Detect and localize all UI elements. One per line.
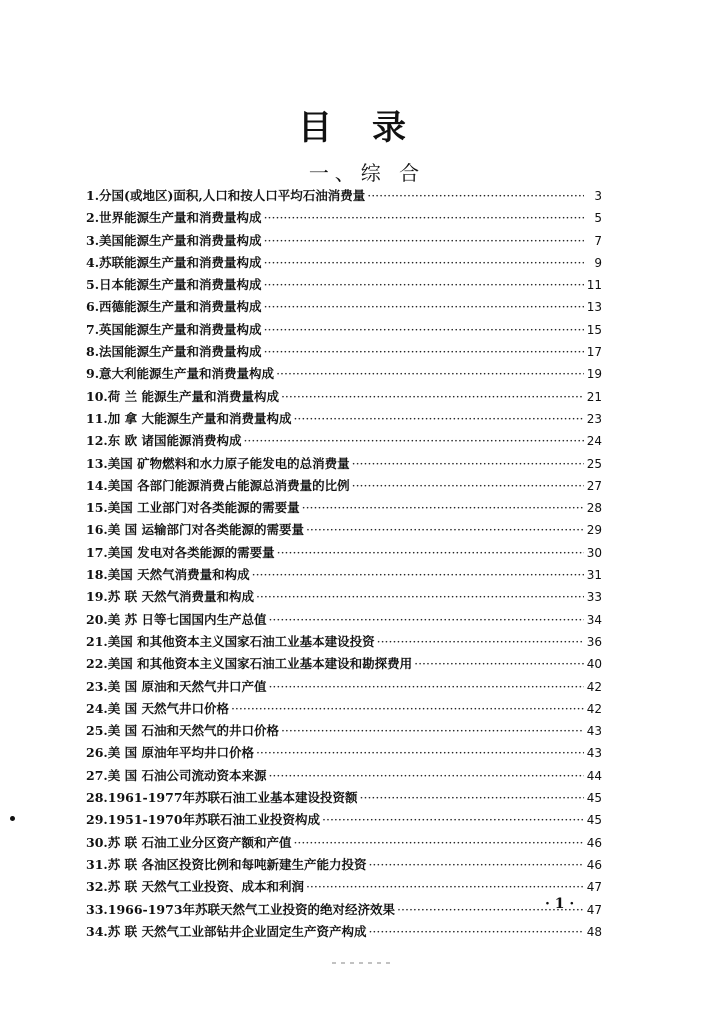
leader-dots (352, 456, 584, 471)
toc-entry-page: 33 (586, 590, 602, 605)
toc-entry (86, 253, 602, 275)
toc-entry-page: 42 (586, 679, 602, 694)
leader-dots (322, 812, 584, 827)
toc-entry (86, 766, 602, 788)
toc-entry-page: 5 (594, 211, 602, 226)
toc-entry-title: 11.加 拿 大能源生产量和消费量构成 (86, 410, 292, 426)
toc-entry (86, 476, 602, 498)
toc-entry-page: 23 (586, 411, 602, 426)
leader-dots (252, 567, 584, 582)
toc-entry-title: 24.美 国 天然气井口价格 (86, 700, 229, 716)
leader-dots (264, 255, 584, 270)
leader-dots (414, 656, 584, 671)
toc-entry-page: 40 (586, 657, 602, 672)
toc-entry (86, 186, 602, 208)
toc-entry-title: 4.苏联能源生产量和消费量构成 (86, 254, 262, 270)
toc-entry-page: 29 (586, 523, 602, 538)
leader-dots (281, 389, 584, 404)
toc-entry-title: 3.美国能源生产量和消费量构成 (86, 232, 262, 248)
toc-entry (86, 208, 602, 230)
toc-entry (86, 275, 602, 297)
toc-entry-title: 17.美国 发电对各类能源的需要量 (86, 544, 275, 560)
toc-entry-title: 26.美 国 原油年平均井口价格 (86, 745, 254, 761)
leader-dots (302, 500, 584, 515)
toc-entry-page: 47 (586, 880, 602, 895)
toc-entry (86, 587, 602, 609)
toc-entry-page: 45 (586, 813, 602, 828)
leader-dots (306, 522, 584, 537)
toc-entry (86, 431, 602, 453)
leader-dots (268, 612, 584, 627)
toc-entry-page: 48 (586, 924, 602, 939)
leader-dots (256, 745, 584, 760)
toc-entry (86, 320, 602, 342)
toc-entry-page: 45 (586, 791, 602, 806)
toc-entry-title: 22.美国 和其他资本主义国家石油工业基本建设和勘探费用 (86, 656, 413, 672)
leader-dots (264, 210, 584, 225)
toc-entry-page: 30 (586, 545, 602, 560)
leader-dots (276, 366, 584, 381)
toc-entry (86, 409, 602, 431)
leader-dots (268, 679, 584, 694)
toc-entry (86, 297, 602, 319)
toc-entry-page: 21 (586, 389, 602, 404)
leader-dots (264, 277, 584, 292)
leader-dots (264, 299, 584, 314)
toc-entry-title: 14.美国 各部门能源消费占能源总消费量的比例 (86, 477, 350, 493)
leader-dots (264, 344, 584, 359)
toc-entry-page: 31 (586, 568, 602, 583)
toc-entry-page: 13 (586, 300, 602, 315)
leader-dots (306, 879, 584, 894)
toc-entry (86, 454, 602, 476)
leader-dots (264, 233, 584, 248)
toc-entry-title: 21.美国 和其他资本主义国家石油工业基本建设投资 (86, 633, 375, 649)
toc-entry-page: 7 (594, 233, 602, 248)
toc-entry (86, 922, 602, 944)
table-of-contents (86, 186, 602, 944)
toc-entry (86, 364, 602, 386)
leader-dots (281, 723, 584, 738)
toc-entry-page: 46 (586, 857, 602, 872)
toc-entry-title: 15.美国 工业部门对各类能源的需要量 (86, 500, 300, 516)
toc-entry-page: 9 (594, 255, 602, 270)
toc-entry (86, 342, 602, 364)
leader-dots (277, 545, 584, 560)
toc-entry-title: 2.世界能源生产量和消费量构成 (86, 210, 262, 226)
toc-entry (86, 231, 602, 253)
toc-entry-page: 15 (586, 322, 602, 337)
toc-entry-title: 32.苏 联 天然气工业投资、成本和利润 (86, 879, 304, 895)
toc-entry (86, 833, 602, 855)
toc-entry-title: 7.英国能源生产量和消费量构成 (86, 321, 262, 337)
toc-entry (86, 855, 602, 877)
toc-entry-page: 28 (586, 501, 602, 516)
toc-entry-title: 8.法国能源生产量和消费量构成 (86, 344, 262, 360)
toc-entry (86, 721, 602, 743)
leader-dots (377, 634, 584, 649)
toc-entry-page: 46 (586, 835, 602, 850)
toc-entry (86, 565, 602, 587)
toc-entry-title: 20.美 苏 日等七国国内生产总值 (86, 611, 267, 627)
toc-entry-title: 1.分国(或地区)面积,人口和按人口平均石油消费量 (86, 188, 366, 203)
leader-dots (293, 835, 584, 850)
leader-dots (352, 478, 584, 493)
leader-dots (368, 924, 584, 939)
toc-entry-title: 10.荷 兰 能源生产量和消费量构成 (86, 388, 279, 404)
leader-dots (231, 701, 584, 716)
leader-dots (293, 411, 584, 426)
toc-entry-page: 19 (586, 367, 602, 382)
page-number: · 1 · (545, 896, 575, 912)
toc-entry (86, 543, 602, 565)
leader-dots (264, 322, 584, 337)
toc-entry (86, 788, 602, 810)
toc-entry-title: 30.苏 联 石油工业分区资产额和产值 (86, 834, 292, 850)
toc-entry-page: 34 (586, 612, 602, 627)
toc-entry-title: 23.美 国 原油和天然气井口产值 (86, 678, 267, 694)
toc-entry-title: 29.1951-1970年苏联石油工业投资构成 (86, 812, 321, 828)
toc-entry (86, 610, 602, 632)
toc-entry-page: 3 (594, 189, 602, 203)
toc-entry-page: 24 (586, 434, 602, 449)
toc-entry-title: 18.美国 天然气消费量和构成 (86, 567, 250, 583)
toc-entry-page: 11 (586, 278, 602, 293)
toc-entry (86, 699, 602, 721)
toc-entry-page: 27 (586, 478, 602, 493)
toc-entry (86, 632, 602, 654)
toc-entry-page: 43 (586, 724, 602, 739)
page-title: 目录 (298, 108, 446, 148)
toc-entry (86, 498, 602, 520)
toc-entry (86, 877, 602, 899)
margin-mark (10, 816, 15, 821)
toc-entry-page: 42 (586, 701, 602, 716)
toc-entry (86, 810, 602, 832)
toc-entry (86, 654, 602, 676)
toc-entry (86, 743, 602, 765)
toc-entry-page: 44 (586, 768, 602, 783)
leader-dots (243, 433, 584, 448)
toc-entry-title: 19.苏 联 天然气消费量和构成 (86, 589, 254, 605)
toc-entry-page: 17 (586, 345, 602, 360)
toc-entry-title: 28.1961-1977年苏联石油工业基本建设投资额 (86, 790, 358, 806)
scan-artifact (332, 962, 392, 964)
toc-entry-title: 12.东 欧 诸国能源消费构成 (86, 433, 242, 449)
toc-entry-title: 25.美 国 石油和天然气的井口价格 (86, 723, 279, 739)
leader-dots (368, 857, 584, 872)
leader-dots (360, 790, 584, 805)
section-heading: 一、综 合 (308, 161, 426, 185)
toc-entry (86, 520, 602, 542)
toc-entry-title: 34.苏 联 天然气工业部钻井企业固定生产资产构成 (86, 923, 367, 939)
toc-entry-title: 9.意大利能源生产量和消费量构成 (86, 366, 275, 382)
leader-dots (256, 589, 584, 604)
toc-entry-page: 36 (586, 634, 602, 649)
toc-entry-page: 43 (586, 746, 602, 761)
toc-entry-page: 25 (586, 456, 602, 471)
toc-entry-title: 33.1966-1973年苏联天然气工业投资的绝对经济效果 (86, 901, 396, 917)
toc-entry-title: 5.日本能源生产量和消费量构成 (86, 277, 262, 293)
leader-dots (268, 768, 584, 783)
toc-entry-title: 27.美 国 石油公司流动资本来源 (86, 767, 267, 783)
toc-entry (86, 900, 602, 922)
toc-entry-title: 13.美国 矿物燃料和水力原子能发电的总消费量 (86, 455, 350, 471)
toc-entry (86, 677, 602, 699)
toc-entry-title: 31.苏 联 各油区投资比例和每吨新建生产能力投资 (86, 856, 367, 872)
leader-dots (367, 188, 584, 203)
toc-entry-title: 6.西德能源生产量和消费量构成 (86, 299, 262, 315)
toc-entry-title: 16.美 国 运输部门对各类能源的需要量 (86, 522, 304, 538)
toc-entry-page: 47 (586, 902, 602, 917)
toc-entry (86, 387, 602, 409)
